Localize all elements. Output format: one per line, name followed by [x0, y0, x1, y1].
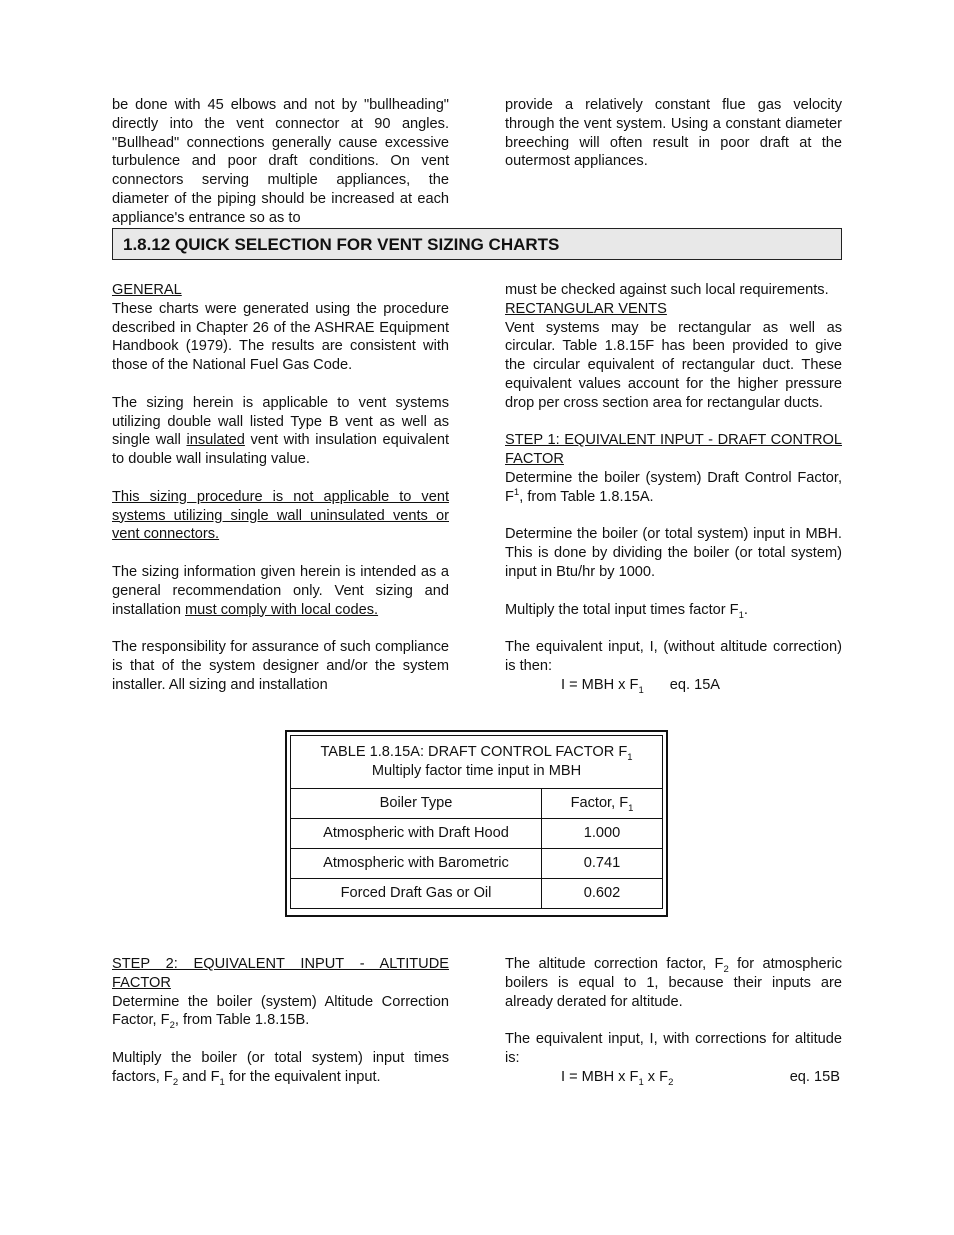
rectangular-vents-paragraph: Vent systems may be rectangular as well as circular. Table 1.8.15F has been provided to give the circular equivalent of rectangular duct. These equivalent values account for the higher pressure drop per cross section area for rectangular ducts.: [505, 319, 842, 411]
rectangular-vents-heading: RECTANGULAR VENTS: [505, 300, 667, 317]
top-right-paragraph: provide a relatively constant flue gas velocity through the vent system. Using a constant diameter breeching will often result in poor draft at the outermost appliances.: [505, 97, 842, 170]
table-cell-factor: 1.000: [542, 819, 663, 849]
general-paragraph: These charts were generated using the procedure described in Chapter 26 of the ASHRAE Equipment Handbook (1979). The results are consistent with those of the National Fuel Gas Code.: [112, 300, 449, 374]
table-cell-factor: 0.741: [542, 849, 663, 879]
altitude-equivalent-paragraph: The equivalent input, I, with corrections for altitude is:: [505, 1031, 842, 1066]
equation-15b-label: eq. 15B: [789, 1068, 840, 1085]
step1-input-paragraph: Determine the boiler (or total system) input in MBH. This is done by dividing the boiler (or total system) input in Btu/hr by 1000.: [505, 526, 842, 580]
right-column: [505, 281, 842, 695]
table-caption: TABLE 1.8.15A: DRAFT CONTROL FACTOR $F_1$ Multiply factor time input in MBH: [291, 736, 663, 789]
step2-left-column: [112, 955, 449, 1087]
step1-equivalent-paragraph: The equivalent input, I, (without altitude correction) is then:: [505, 639, 842, 674]
table-cell-type: Atmospheric with Draft Hood: [291, 819, 542, 849]
table-cell-type: Forced Draft Gas or Oil: [291, 879, 542, 909]
step1-multiply-paragraph: Multiply the total input times factor $F_1$.: [505, 601, 748, 621]
recommendation-paragraph: The sizing information given herein is intended as a general recommendation only. Vent sizing and installation must comply with local codes.: [112, 563, 449, 618]
table-header-factor: Factor, $F_1$: [542, 789, 663, 819]
step2-paragraph: Determine the boiler (system) Altitude Correction Factor, $F_2$, from Table 1.8.15B.: [112, 993, 449, 1032]
step1-paragraph: Determine the boiler (system) Draft Control Factor, $F^1$, from Table 1.8.15A.: [505, 469, 842, 505]
general-heading: GENERAL: [112, 282, 182, 298]
draft-control-factor-table: [285, 730, 668, 917]
equation-15a: I = MBH x $F_1$ eq. 15A: [561, 676, 721, 696]
altitude-correction-paragraph: The altitude correction factor, $F_2$ for atmospheric boilers is equal to 1, because their inputs are already derated for altitude.: [505, 956, 842, 1010]
table-cell-factor: 0.602: [542, 879, 663, 909]
top-left-paragraph: be done with 45 elbows and not by "bullheading" directly into the vent connector at 90 angles. "Bullhead" connections generally cause excessive turbulence and poor draft conditions. On vent connectors serving multiple appliances, the diameter of the piping should be increased at each appliance's entrance so as to: [112, 97, 449, 226]
table-row: [291, 849, 663, 879]
step2-heading: STEP 2: EQUIVALENT INPUT - ALTITUDE FACTOR: [112, 956, 449, 991]
section-title: 1.8.12 QUICK SELECTION FOR VENT SIZING CHARTS: [112, 228, 842, 260]
step2-multiply-paragraph: Multiply the boiler (or total system) input times factors, $F_2$ and $F_1$ for the equivalent input.: [112, 1049, 449, 1088]
left-column: [112, 281, 449, 695]
step2-right-column: [505, 955, 842, 1087]
table-row: [291, 879, 663, 909]
local-requirements-paragraph: must be checked against such local requirements.: [505, 282, 829, 298]
step1-heading: STEP 1: EQUIVALENT INPUT - DRAFT CONTROL FACTOR: [505, 432, 842, 468]
equation-15b: I = MBH x $F_1$ x $F_2$ eq. 15B: [561, 1068, 840, 1088]
table-row: [291, 819, 663, 849]
applicability-paragraph: The sizing herein is applicable to vent systems utilizing double wall listed Type B vent as well as single wall insulated vent with insulation equivalent to double wall insulating value.: [112, 394, 449, 468]
table-header-boiler-type: Boiler Type: [291, 789, 542, 819]
equation-15a-label: eq. 15A: [669, 676, 721, 693]
table-cell-type: Atmospheric with Barometric: [291, 849, 542, 879]
responsibility-paragraph: The responsibility for assurance of such compliance is that of the system designer and/or the system installer. All sizing and installation: [112, 639, 449, 693]
not-applicable-paragraph: This sizing procedure is not applicable to vent systems utilizing single wall uninsulated vents or vent connectors.: [112, 488, 449, 543]
